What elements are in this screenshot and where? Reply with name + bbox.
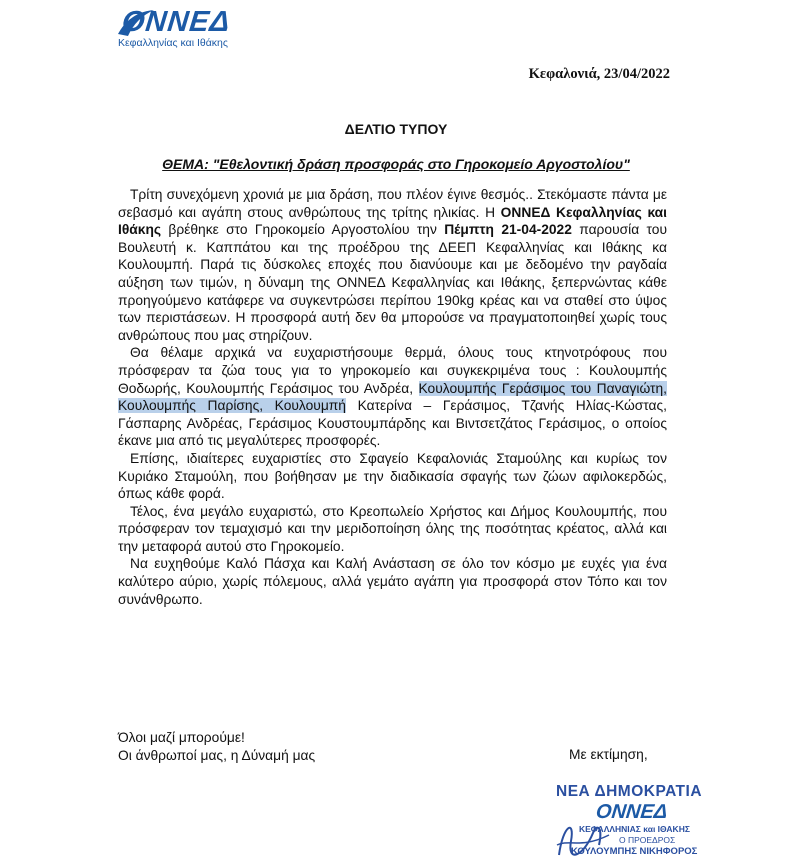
logo-wordmark: ΟΝΝΕΔ — [120, 6, 232, 38]
p1-text-a: Τρίτη συνεχόμενη χρονιά με μια δράση, που πλέον έγινε θεσμός.. Στεκόμαστε πάντα με σεβασμό και αγάπη στους ανθρώπους της τρίτης ηλικίας. Η — [118, 187, 667, 220]
closing-line-2: Οι άνθρωποί μας, η Δύναμή μας — [118, 748, 316, 763]
subject-line: ΘΕΜΑ: "Εθελοντική δράση προσφοράς στο Γηροκομείο Αργοστολίου" — [162, 156, 630, 172]
closing-line-1: Όλοι μαζί μπορούμε! — [118, 730, 245, 745]
p1-org: ΟΝΝΕΔ Κεφαλληνίας και Ιθάκης — [118, 204, 667, 238]
p2-text-a: Θα θέλαμε αρχικά να ευχαριστήσουμε θερμά, όλους τους κτηνοτρόφους που πρόσφεραν τα ζώα τους για το γηροκομείο και συγκεκριμένα τους : Κουλουμπής Θοδωρής, Κουλουμπής Γεράσιμος του Ανδρέα, — [118, 345, 667, 396]
paragraph-1 — [118, 186, 667, 344]
onned-logo — [116, 6, 256, 48]
stamp-party: ΝΕΑ ΔΗΜΟΚΡΑΤΙΑ — [556, 783, 703, 800]
paragraph-5: Να ευχηθούμε Καλό Πάσχα και Καλή Ανάσταση σε όλο τον κόσμο με ευχές για ένα καλύτερο αύριο, χωρίς πόλεμους, αλλά γεμάτο αγάπη για προσφορά στον Τόπο και τον συνάνθρωπο. — [118, 556, 667, 607]
press-release-body — [118, 186, 667, 608]
stamp-name: ΚΟΥΛΟΥΜΠΗΣ ΝΙΚΗΦΟΡΟΣ — [571, 846, 698, 857]
stamp-wordmark: ΟΝΝΕΔ — [594, 801, 669, 823]
p1-text-c: παρουσία του Βουλευτή κ. Καππάτου και της προέδρου της ΔΕΕΠ Κεφαλληνίας και Ιθάκης κα Κουλουμπή. Παρά τις δύσκολες εποχές που διανύουμε και με δεδομένο την ραγδαία αύξηση των τιμών, η δύναμη της ΟΝΝΕΔ Κεφαλληνίας και Ιθάκης, ξεπερνώντας κάθε προηγούμενο κατάφερε να συγκεντρώσει περίπου 190kg κρέας και να σταθεί στο ύψος των περιστάσεων. Η προσφορά αυτή δεν θα μπορούσε να πραγματοποιηθεί χωρίς τους ανθρώπους που μας στηρίζουν. — [118, 222, 667, 343]
regards-line: Με εκτίμηση, — [569, 747, 648, 762]
logo-subtitle: Κεφαλληνίας και Ιθάκης — [118, 37, 228, 49]
paragraph-3: Επίσης, ιδιαίτερες ευχαριστίες στο Σφαγείο Κεφαλονιάς Σταμούλης και κυρίως τον Κυριάκο Σταμούλη, που βοήθησαν με την διαδικασία σφαγής των ζώων αφιλοκερδώς, όπως κάθε φορά. — [118, 450, 667, 502]
paragraph-2 — [118, 344, 667, 450]
p2-text-b: Κατερίνα – Γεράσιμος, Τζανής Ηλίας-Κώστας, Γάσπαρης Ανδρέας, Γεράσιμος Κουστουμπάρδης και Βιντσετζάτος Γεράσιμος, ο οποίος έκανε μια από τις μεγαλύτερες προσφορές. — [118, 398, 667, 449]
signature-stamp — [553, 783, 753, 863]
p2-highlighted-selection[interactable]: Κουλουμπής Γεράσιμος του Παναγιώτη, Κουλουμπής Παρίσης, Κουλουμπή — [118, 380, 667, 414]
date-line: Κεφαλονιά, 23/04/2022 — [528, 66, 670, 82]
document-title: ΔΕΛΤΙΟ ΤΥΠΟΥ — [344, 121, 448, 137]
p1-date: Πέμπτη 21-04-2022 — [444, 222, 572, 238]
closing-slogan — [118, 729, 315, 765]
p1-text-b: βρέθηκε στο Γηροκομείο Αργοστολίου την — [161, 222, 445, 238]
stamp-region: ΚΕΦΑΛΛΗΝΙΑΣ και ΙΘΑΚΗΣ — [579, 824, 690, 834]
stamp-role: Ο ΠΡΟΕΔΡΟΣ — [619, 835, 676, 845]
paragraph-4: Τέλος, ένα μεγάλο ευχαριστώ, στο Κρεοπωλείο Χρήστος και Δήμος Κουλουμπής, που πρόσφεραν τον τεμαχισμό και την μεριδοποίηση όλης της ποσότητας κρέατος, αλλά και την μεταφορά αυτού στο Γηροκομείο. — [118, 503, 667, 554]
